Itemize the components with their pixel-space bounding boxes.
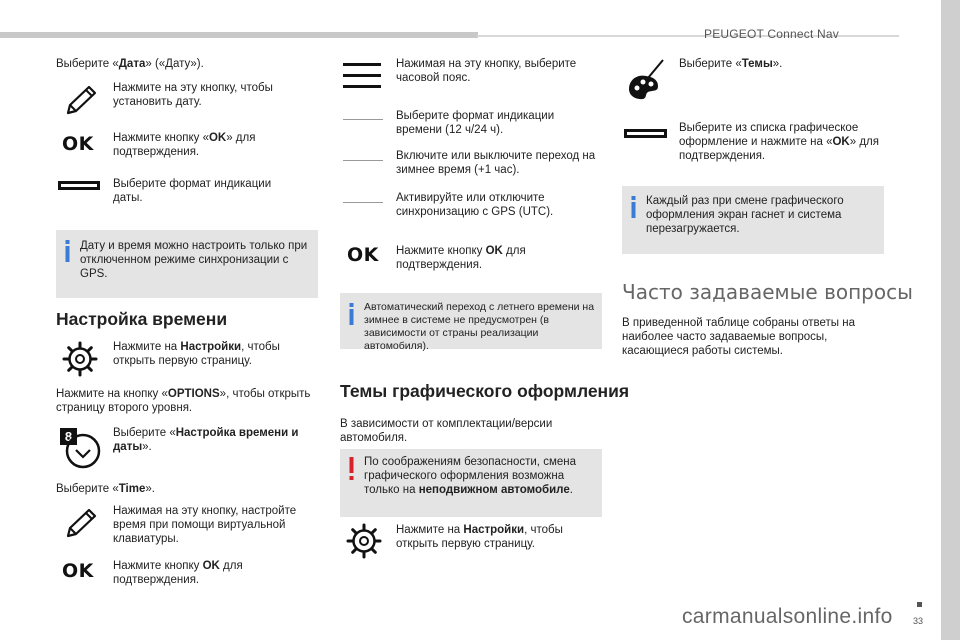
watermark: carmanualsonline.info: [682, 605, 893, 628]
clock-icon: [60, 430, 102, 470]
step-set-date: Нажмите на эту кнопку, чтобы установить дату.: [113, 82, 273, 108]
themes-intro: В зависимости от комплектации/версии автомобиля.: [340, 418, 553, 444]
info-note-summer: [340, 293, 602, 352]
warning-note: [340, 449, 602, 517]
intro-date-line: Выберите «Дата» («Дату»).: [56, 58, 204, 70]
faq-intro: В приведенной таблице собраны ответы на наиболее часто задаваемые вопросы, касающиеся работы системы.: [622, 317, 855, 357]
toggle-line-icon: [343, 160, 383, 161]
step-confirm-time: Нажмите кнопку OK для подтверждения.: [113, 560, 243, 586]
info-note-summer-text: Автоматический переход с летнего времени на зимнее в системе не предусмотрен (в зависимости от страны реализации автомобиля).: [364, 301, 595, 352]
step-timezone: Нажимая на эту кнопку, выберите часовой пояс.: [396, 58, 577, 84]
pencil-icon: [60, 506, 100, 542]
section-heading-themes: Темы графического оформления: [340, 381, 630, 401]
step-badge: 8: [60, 428, 77, 445]
info-icon: [348, 303, 356, 325]
step-select-themes: Выберите «Темы».: [679, 58, 783, 70]
info-note-reboot-text: Каждый раз при смене графического оформления экран гаснет и система перезагружается.: [646, 195, 844, 235]
warning-note-text: По соображениям безопасности, смена графического оформления возможна только на неподвижном автомобиле.: [364, 456, 576, 496]
toggle-line-icon: [343, 202, 383, 203]
step-winter-time: Включите или выключите переход на зимнее время (+1 час).: [396, 150, 596, 176]
step-open-settings: Нажмите на Настройки, чтобы открыть первую страницу.: [113, 341, 280, 367]
step-time-date-settings: Выберите «Настройка времени и даты».: [113, 427, 299, 453]
ok-icon: OK: [62, 133, 94, 155]
options-instruction: Нажмите на кнопку «OPTIONS», чтобы открыть страницу второго уровня.: [56, 388, 311, 414]
time-select-line: Выберите «Time».: [56, 483, 155, 495]
date-format-field-icon: [58, 181, 100, 190]
palette-icon: [626, 58, 666, 102]
warning-icon: [348, 457, 356, 481]
theme-list-field-icon: [624, 129, 667, 138]
ok-icon: OK: [62, 560, 94, 582]
step-set-time: Нажимая на эту кнопку, настройте время при помощи виртуальной клавиатуры.: [113, 505, 297, 545]
side-tab-bar: [941, 0, 960, 640]
gear-icon: [60, 339, 100, 379]
gear-icon: [344, 521, 384, 561]
step-confirm-timezone: Нажмите кнопку OK для подтверждения.: [396, 245, 526, 271]
section-heading-time: Настройка времени: [56, 309, 228, 329]
ok-icon: OK: [347, 244, 379, 266]
info-icon: [64, 240, 72, 262]
pencil-icon: [60, 83, 100, 119]
info-note-reboot: [622, 186, 884, 254]
page-marker: [917, 602, 922, 607]
header-bar: [0, 32, 478, 38]
step-gps-sync: Активируйте или отключите синхронизацию с GPS (UTC).: [396, 192, 554, 218]
step-time-format: Выберите формат индикации времени (12 ч/24 ч).: [396, 110, 555, 136]
info-icon: [630, 196, 638, 218]
step-open-settings-2: Нажмите на Настройки, чтобы открыть первую страницу.: [396, 524, 563, 550]
info-note-gps: [56, 230, 318, 298]
toggle-line-icon: [343, 119, 383, 120]
step-date-format: Выберите формат индикации даты.: [113, 178, 272, 204]
menu-icon: [343, 61, 381, 91]
section-heading-faq: Часто задаваемые вопросы: [622, 280, 913, 304]
info-note-gps-text: Дату и время можно настроить только при отключенном режиме синхронизации с GPS.: [80, 240, 308, 280]
page-header-title: PEUGEOT Connect Nav: [704, 27, 839, 41]
page-number: 33: [913, 616, 924, 626]
step-select-theme: Выберите из списка графическое оформление и нажмите на «OK» для подтверждения.: [679, 122, 879, 162]
step-confirm-date: Нажмите кнопку «OK» для подтверждения.: [113, 132, 256, 158]
